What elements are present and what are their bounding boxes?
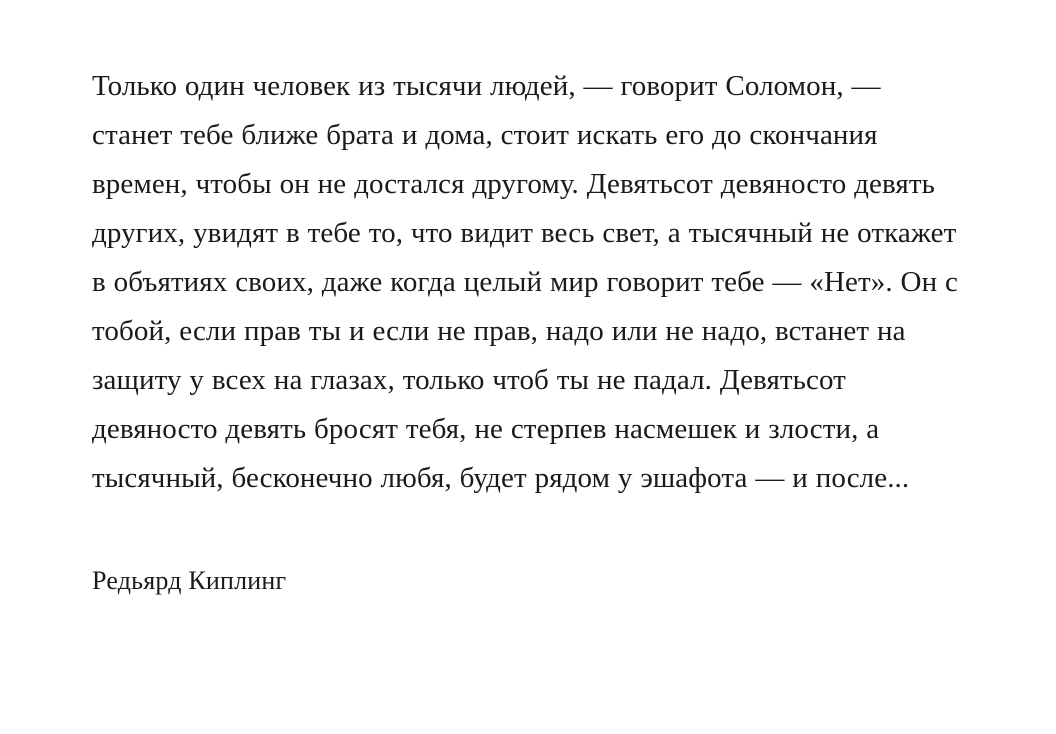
quote-text: Только один человек из тысячи людей, — говорит Соломон, — станет тебе ближе брата и дома, стоит искать его до скончания времен, чтобы он не достался другому. Девятьсот девяносто девять других, увидят в тебе то, что видит весь свет, а тысячный не откажет в объятиях своих, даже когда целый мир говорит тебе — «Нет». Он с тобой, если прав ты и если не прав, надо или не надо, встанет на защиту у всех на глазах, только чтоб ты не падал. Девятьсот девяносто девять бросят тебя, не стерпев насмешек и злости, а тысячный, бесконечно любя, будет рядом у эшафота — и после... [92, 70, 959, 494]
quote-attribution: Редьярд Киплинг [92, 566, 287, 595]
quote-block [92, 62, 968, 599]
